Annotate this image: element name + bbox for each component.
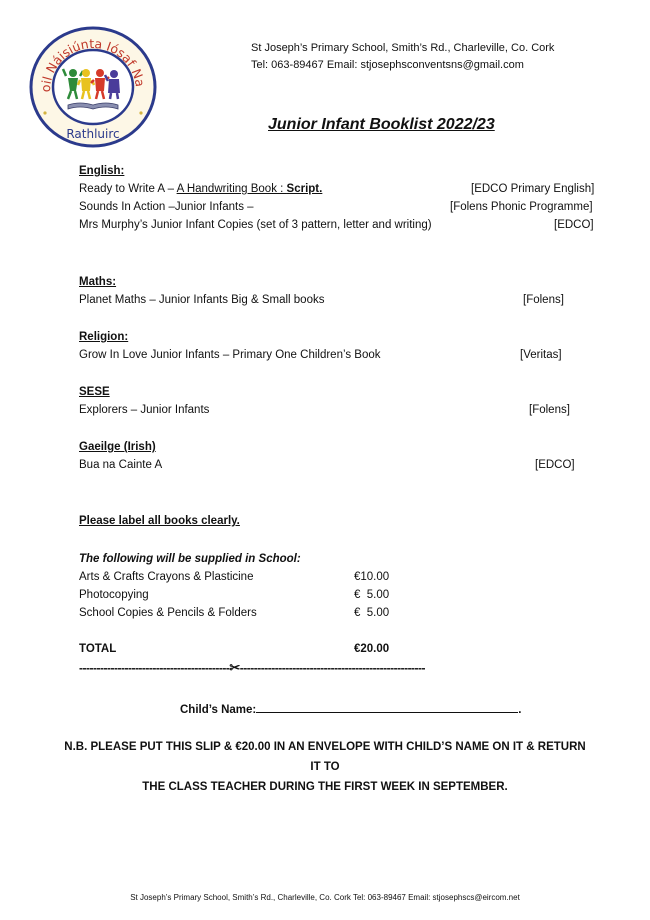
- book-item: [79, 183, 599, 201]
- page-title: Junior Infant Booklist 2022/23: [268, 116, 495, 133]
- supply-name: School Copies & Pencils & Folders: [79, 607, 257, 619]
- section-heading-english: English:: [79, 165, 125, 177]
- childs-name-field[interactable]: [256, 700, 518, 713]
- crest-arc-text: oil Náisiúnta Iósaf Na: [37, 35, 148, 93]
- book-publisher: [Veritas]: [520, 349, 562, 361]
- school-header: [251, 40, 554, 74]
- supply-item: [79, 571, 599, 589]
- book-title: Bua na Cainte A: [79, 459, 163, 471]
- supply-price: €10.00: [354, 571, 390, 583]
- total-price: €20.00: [354, 643, 390, 655]
- page-footer: St Joseph’s Primary School, Smith’s Rd., Charleville, Co. Cork Tel: 063-89467 Email: stjosephscs@eircom.net: [130, 893, 520, 902]
- supply-price: € 5.00: [354, 589, 390, 601]
- supply-name: Photocopying: [79, 589, 149, 601]
- scissors-icon: ✂: [229, 660, 240, 675]
- section-heading-sese: SESE: [79, 386, 110, 398]
- childs-name-row: Child’s Name: .: [180, 700, 521, 716]
- crest-bottom-text: Rathluirc: [66, 127, 120, 141]
- book-publisher: [EDCO]: [535, 459, 575, 471]
- supply-price: € 5.00: [354, 607, 390, 619]
- section-heading-gaeilge: Gaeilge (Irish): [79, 441, 156, 453]
- book-publisher: [Folens]: [523, 294, 564, 306]
- label-notice: Please label all books clearly.: [79, 515, 240, 527]
- book-title: Mrs Murphy’s Junior Infant Copies (set of 3 pattern, letter and writing): [79, 219, 432, 231]
- book-title: Ready to Write A – A Handwriting Book : Script.: [79, 183, 323, 195]
- school-address: St Joseph’s Primary School, Smith’s Rd., Charleville, Co. Cork: [251, 42, 555, 54]
- school-crest-logo: [28, 25, 158, 150]
- book-title: Grow In Love Junior Infants – Primary One Children’s Book: [79, 349, 381, 361]
- section-heading-maths: Maths:: [79, 276, 117, 288]
- book-title: Sounds In Action –Junior Infants –: [79, 201, 254, 213]
- book-title: Explorers – Junior Infants: [79, 404, 210, 416]
- supply-name: Arts & Crafts Crayons & Plasticine: [79, 571, 254, 583]
- supply-item: [79, 607, 599, 625]
- book-publisher: [EDCO]: [554, 219, 594, 231]
- book-publisher: [EDCO Primary English]: [471, 183, 595, 195]
- total-label: TOTAL: [79, 643, 117, 655]
- nb-instructions: N.B. PLEASE PUT THIS SLIP & €20.00 IN AN ENVELOPE WITH CHILD’S NAME ON IT & RETURN IT TO THE CLASS TEACHER DURING THE FIRST WEEK IN SEPTEMBER.: [64, 741, 586, 793]
- book-item: [79, 459, 599, 477]
- supply-item: [79, 589, 599, 607]
- book-item: [79, 294, 599, 312]
- book-item: [79, 201, 599, 219]
- cut-line: -------------------------------------------✂-----------------------------------------------------: [79, 660, 426, 675]
- supplies-heading: The following will be supplied in School:: [79, 553, 301, 565]
- section-heading-religion: Religion:: [79, 331, 129, 343]
- childs-name-label: Child’s Name:: [180, 704, 257, 716]
- book-item: [79, 219, 599, 237]
- school-contact: Tel: 063-89467 Email: stjosephsconventsns@gmail.com: [251, 59, 524, 71]
- total-row: [79, 643, 599, 661]
- crest-icon: [28, 25, 158, 150]
- book-item: [79, 349, 599, 367]
- book-publisher: [Folens]: [529, 404, 570, 416]
- book-publisher: [Folens Phonic Programme]: [450, 201, 593, 213]
- book-item: [79, 404, 599, 422]
- book-title: Planet Maths – Junior Infants Big & Small books: [79, 294, 325, 306]
